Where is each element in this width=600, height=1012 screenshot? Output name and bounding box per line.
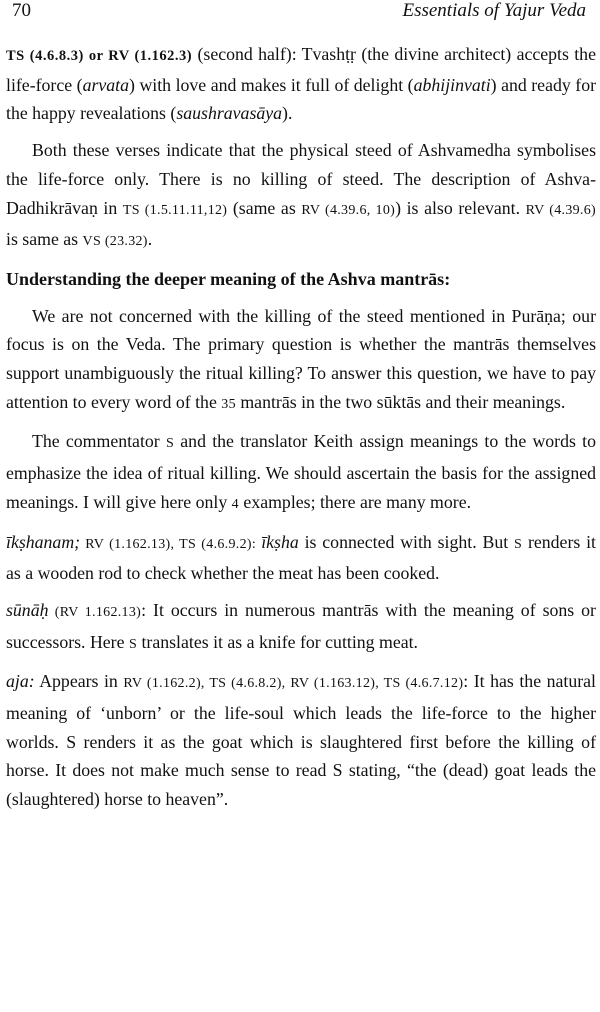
entry-sunah <box>6 596 596 659</box>
reference: RV (4.39.6, 10) <box>301 202 396 218</box>
text-run: is connected with sight. But <box>298 531 515 552</box>
section-heading: Understanding the deeper meaning of the Ashva mantrās: <box>6 268 451 289</box>
running-head: Essentials of Yajur Veda <box>402 0 586 21</box>
text-run: . <box>147 229 153 250</box>
reference: RV (1.162.2), TS (4.6.8.2), RV (1.163.12), TS (4.6.7.12) <box>123 676 464 692</box>
text-run: The commentator <box>32 431 166 452</box>
paragraph-not-concerned <box>6 302 596 420</box>
term-arvata: arvata <box>82 74 130 95</box>
term-ikshanam: īkṣhanam; <box>6 531 81 552</box>
text-run: is same as <box>6 229 83 250</box>
reference: (RV 1.162.13) <box>48 604 142 620</box>
text-run: : It has the natural meaning of ‘unborn’ or the life-soul which leads the life-force to the higher worlds. S renders it as the goat which is slaughtered first before the killing of horse. It does not make much sense to read S stating, “the (dead) goat leads the (slaughtered) horse to heaven”. <box>6 671 596 810</box>
term-aja: aja: <box>6 671 35 692</box>
reference: TS (4.6.8.3) <box>6 48 84 64</box>
body-text <box>6 40 596 822</box>
text-run: (second half): Tvashṭṛ (the divine architect) accepts the life-force ( <box>6 44 596 95</box>
reference: VS (23.32) <box>82 234 148 250</box>
entry-aja <box>6 667 596 814</box>
conjunction: or <box>83 48 109 64</box>
text-run: ) and ready for the happy revealations ( <box>6 74 597 124</box>
commentator-initial: S <box>514 536 523 552</box>
commentator-initial: S <box>165 436 175 452</box>
term-abhijinvati: abhijinvati <box>413 74 491 95</box>
text-run: (same as <box>227 197 302 218</box>
reference: RV (1.162.13), TS (4.6.9.2): <box>80 536 262 552</box>
text-run: We are not concerned with the killing of the steed mentioned in Purāṇa; our focus is on the Veda. The primary question is whether the mantrās themselves support unambiguously the ritual killing? To answer this question, we have to pay attention to every word of the <box>6 305 596 412</box>
term-iksha: īkṣha <box>261 531 299 552</box>
paragraph-both-verses <box>6 136 596 257</box>
text-run: examples; there are many more. <box>238 491 472 512</box>
text-run: Appears in <box>34 671 124 692</box>
text-run: ). <box>282 103 293 124</box>
reference: TS (1.5.11.11,12) <box>122 202 228 218</box>
text-run: : It occurs in numerous mantrās with the meaning of sons or successors. Here <box>6 599 596 652</box>
paragraph-commentator <box>6 427 596 519</box>
text-run: renders it as a wooden rod to check whether the meat has been cooked. <box>6 531 596 584</box>
commentator-initial: S <box>128 636 138 652</box>
text-run: Both these verses indicate that the physical steed of Ashvamedha symbolises the life-force only. There is no killing of steed. The description of Ashva-Dadhikrāvaṇ in <box>6 140 596 218</box>
text-run: ) with love and makes it full of delight ( <box>129 74 414 95</box>
term-saushravasaya: saushravasāya <box>176 103 283 124</box>
term-sunah: sūnāḥ <box>6 599 49 620</box>
text-run: ) is also relevant. <box>395 197 526 218</box>
entry-ikshanam <box>6 528 596 588</box>
mantra-count: 35 <box>221 396 236 412</box>
text-run: mantrās in the two sūktās and their meanings. <box>235 391 566 412</box>
paragraph-tvashtr <box>6 40 596 128</box>
example-count: 4 <box>231 496 239 512</box>
text-run: translates it as a knife for cutting meat. <box>137 631 418 652</box>
reference: RV (4.39.6) <box>525 202 596 218</box>
reference: RV (1.162.3) <box>108 48 193 64</box>
page-number: 70 <box>12 0 31 21</box>
page-header <box>6 0 594 30</box>
text-run: and the translator Keith assign meanings to the words to emphasize the idea of ritual killing. We should ascertain the basis for the assigned meanings. I will give here only <box>6 431 596 512</box>
